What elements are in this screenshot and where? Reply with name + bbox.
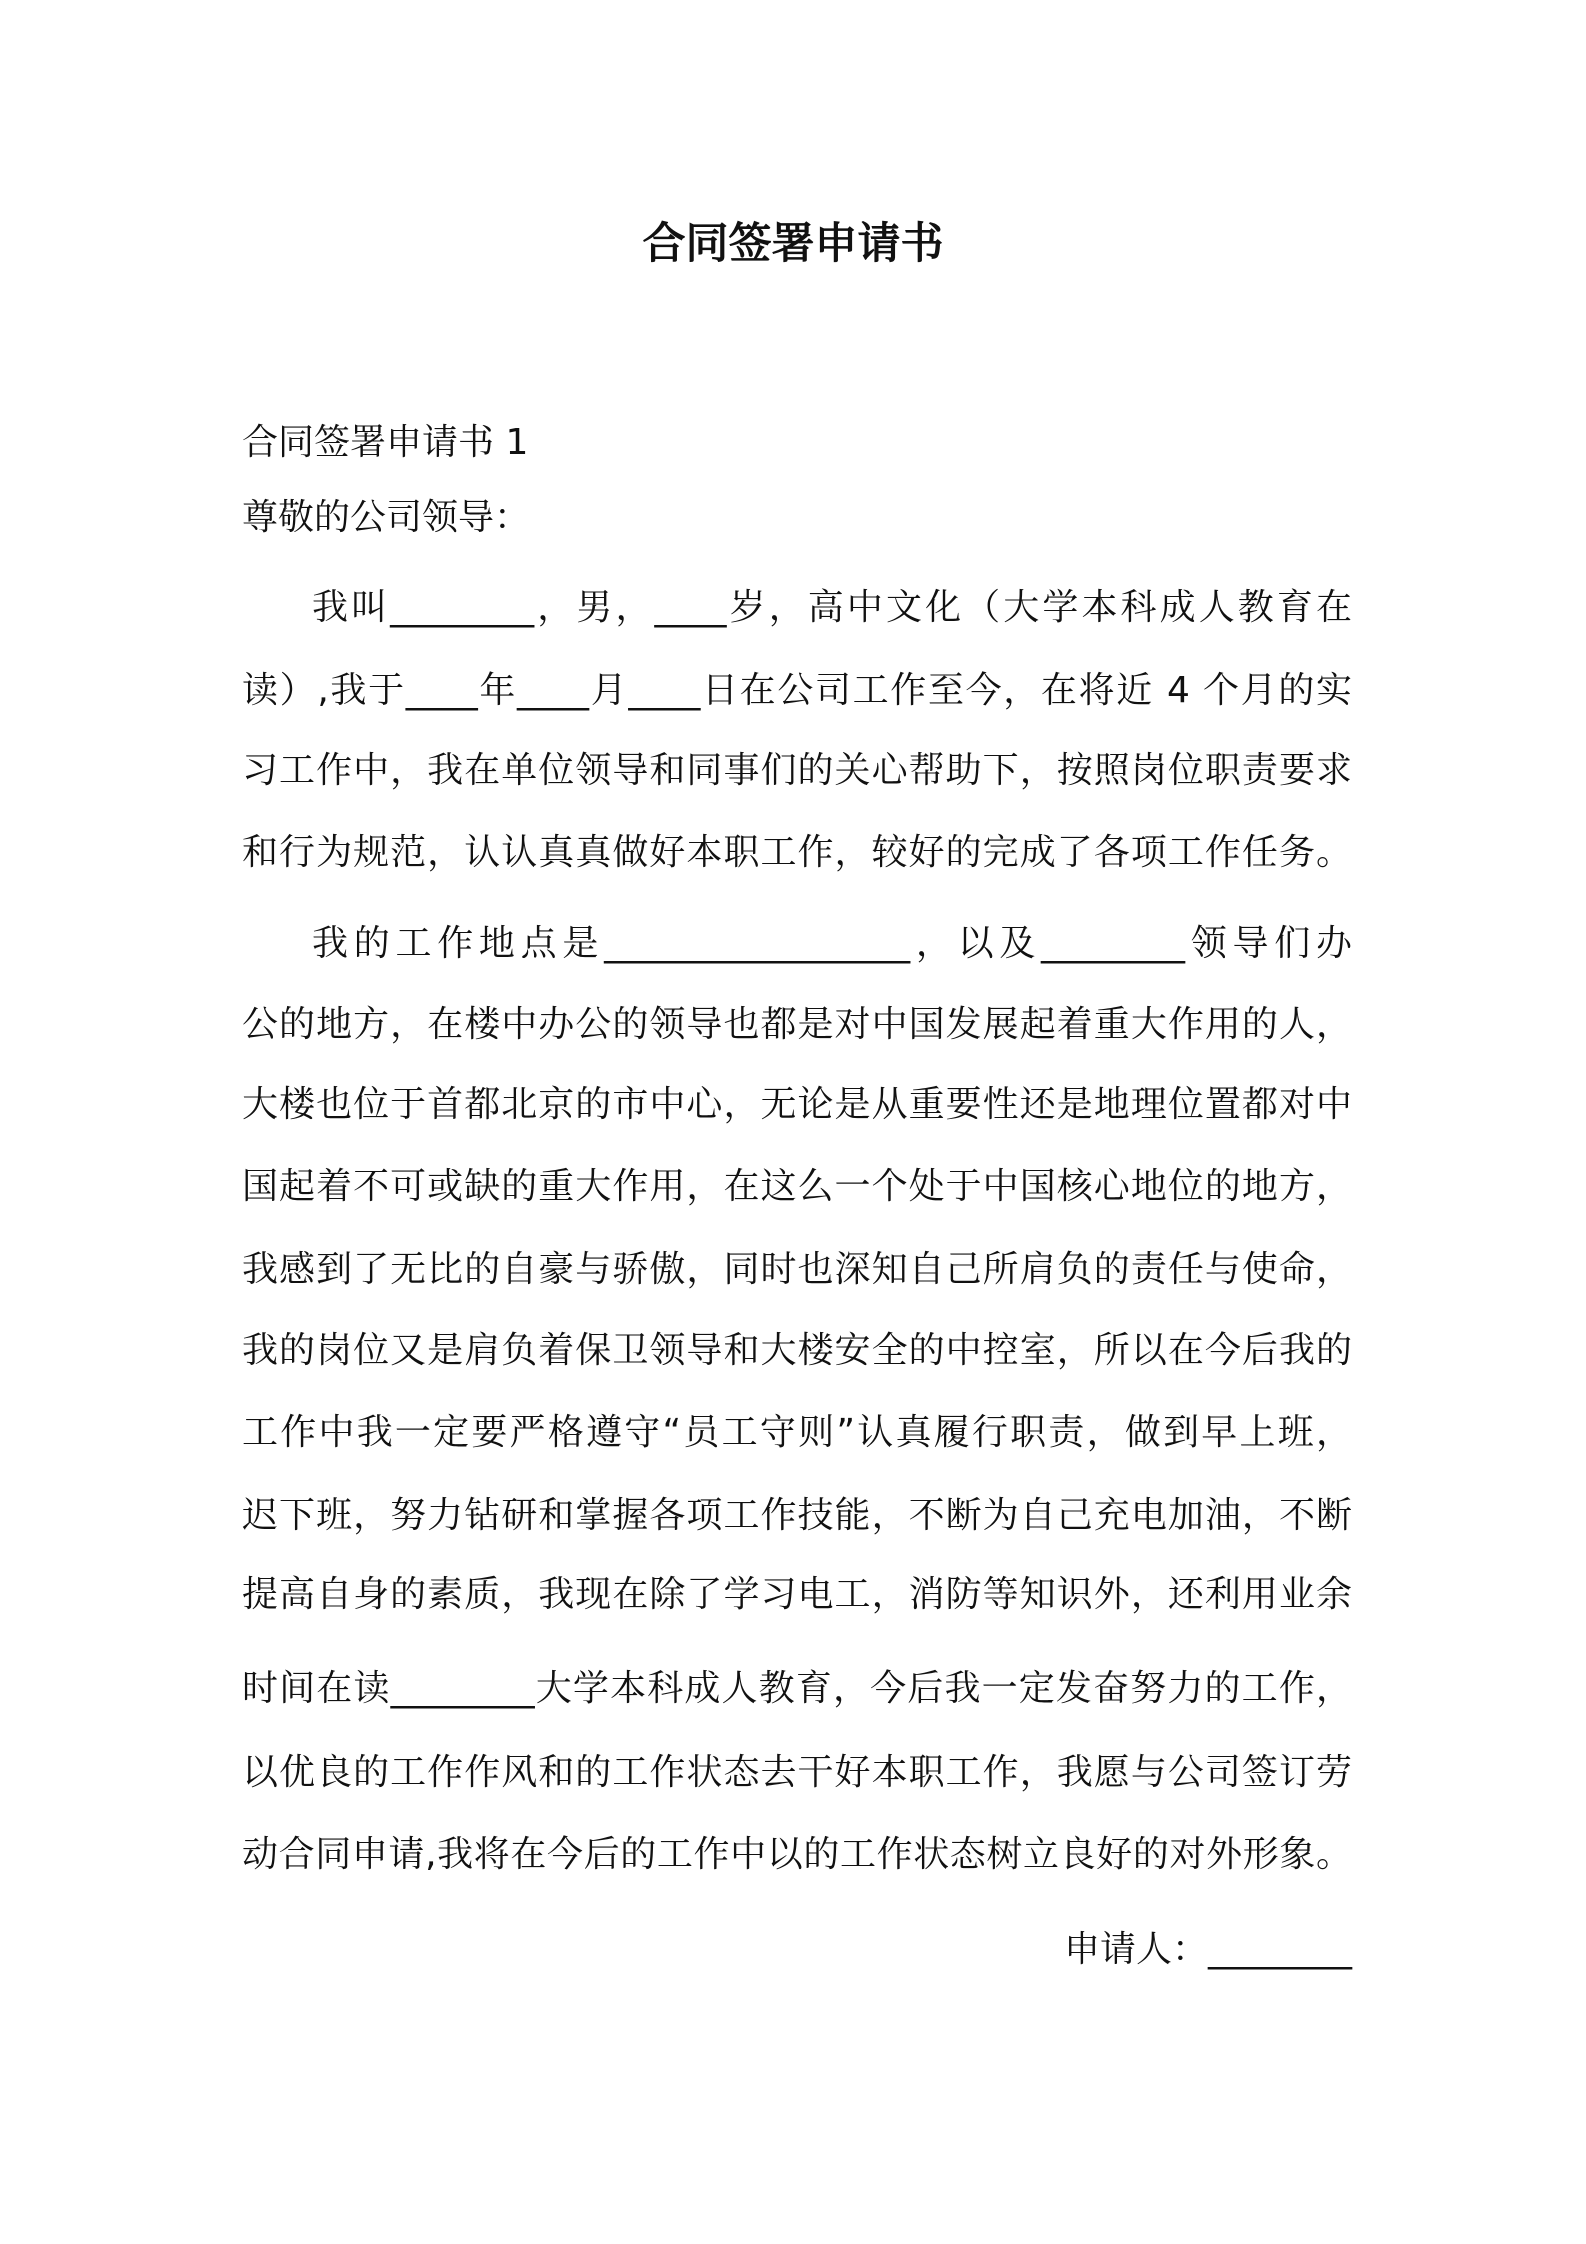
paragraph-line: 大楼也位于首都北京的市中心，无论是从重要性还是地理位置都对中	[242, 1084, 1352, 1125]
paragraph-line: 国起着不可或缺的重大作用，在这么一个处于中国核心地位的地方，	[242, 1166, 1352, 1207]
paragraph-line: 迟下班，努力钻研和掌握各项工作技能，不断为自己充电加油，不断	[242, 1495, 1352, 1536]
document-subtitle: 合同签署申请书 1	[242, 422, 529, 463]
paragraph-line: 时间在读________大学本科成人教育，今后我一定发奋努力的工作，	[242, 1668, 1352, 1709]
paragraph-line: 读）,我于____年____月____日在公司工作至今，在将近 4 个月的实	[242, 670, 1352, 711]
paragraph-line: 和行为规范，认认真真做好本职工作，较好的完成了各项工作任务。	[242, 832, 1352, 873]
document-title: 合同签署申请书	[642, 219, 944, 269]
paragraph-line: 习工作中，我在单位领导和同事们的关心帮助下，按照岗位职责要求	[242, 750, 1352, 791]
salutation: 尊敬的公司领导：	[242, 497, 531, 538]
paragraph-line: 我感到了无比的自豪与骄傲，同时也深知自己所肩负的责任与使命，	[242, 1249, 1352, 1290]
paragraph-line: 我叫________，男，____岁，高中文化（大学本科成人教育在	[312, 587, 1352, 628]
paragraph-line: 我的工作地点是_________________，以及________领导们办	[312, 923, 1352, 964]
paragraph-line: 提高自身的素质，我现在除了学习电工，消防等知识外，还利用业余	[242, 1574, 1352, 1615]
paragraph-line: 工作中我一定要严格遵守“员工守则”认真履行职责，做到早上班，	[242, 1412, 1352, 1453]
paragraph-line: 动合同申请,我将在今后的工作中以的工作状态树立良好的对外形象。	[242, 1834, 1352, 1875]
applicant-signature-field: 申请人：________	[1063, 1929, 1352, 1970]
paragraph-line: 我的岗位又是肩负着保卫领导和大楼安全的中控室，所以在今后我的	[242, 1330, 1352, 1371]
paragraph-line: 以优良的工作作风和的工作状态去干好本职工作，我愿与公司签订劳	[242, 1752, 1352, 1793]
paragraph-line: 公的地方，在楼中办公的领导也都是对中国发展起着重大作用的人，	[242, 1004, 1352, 1045]
